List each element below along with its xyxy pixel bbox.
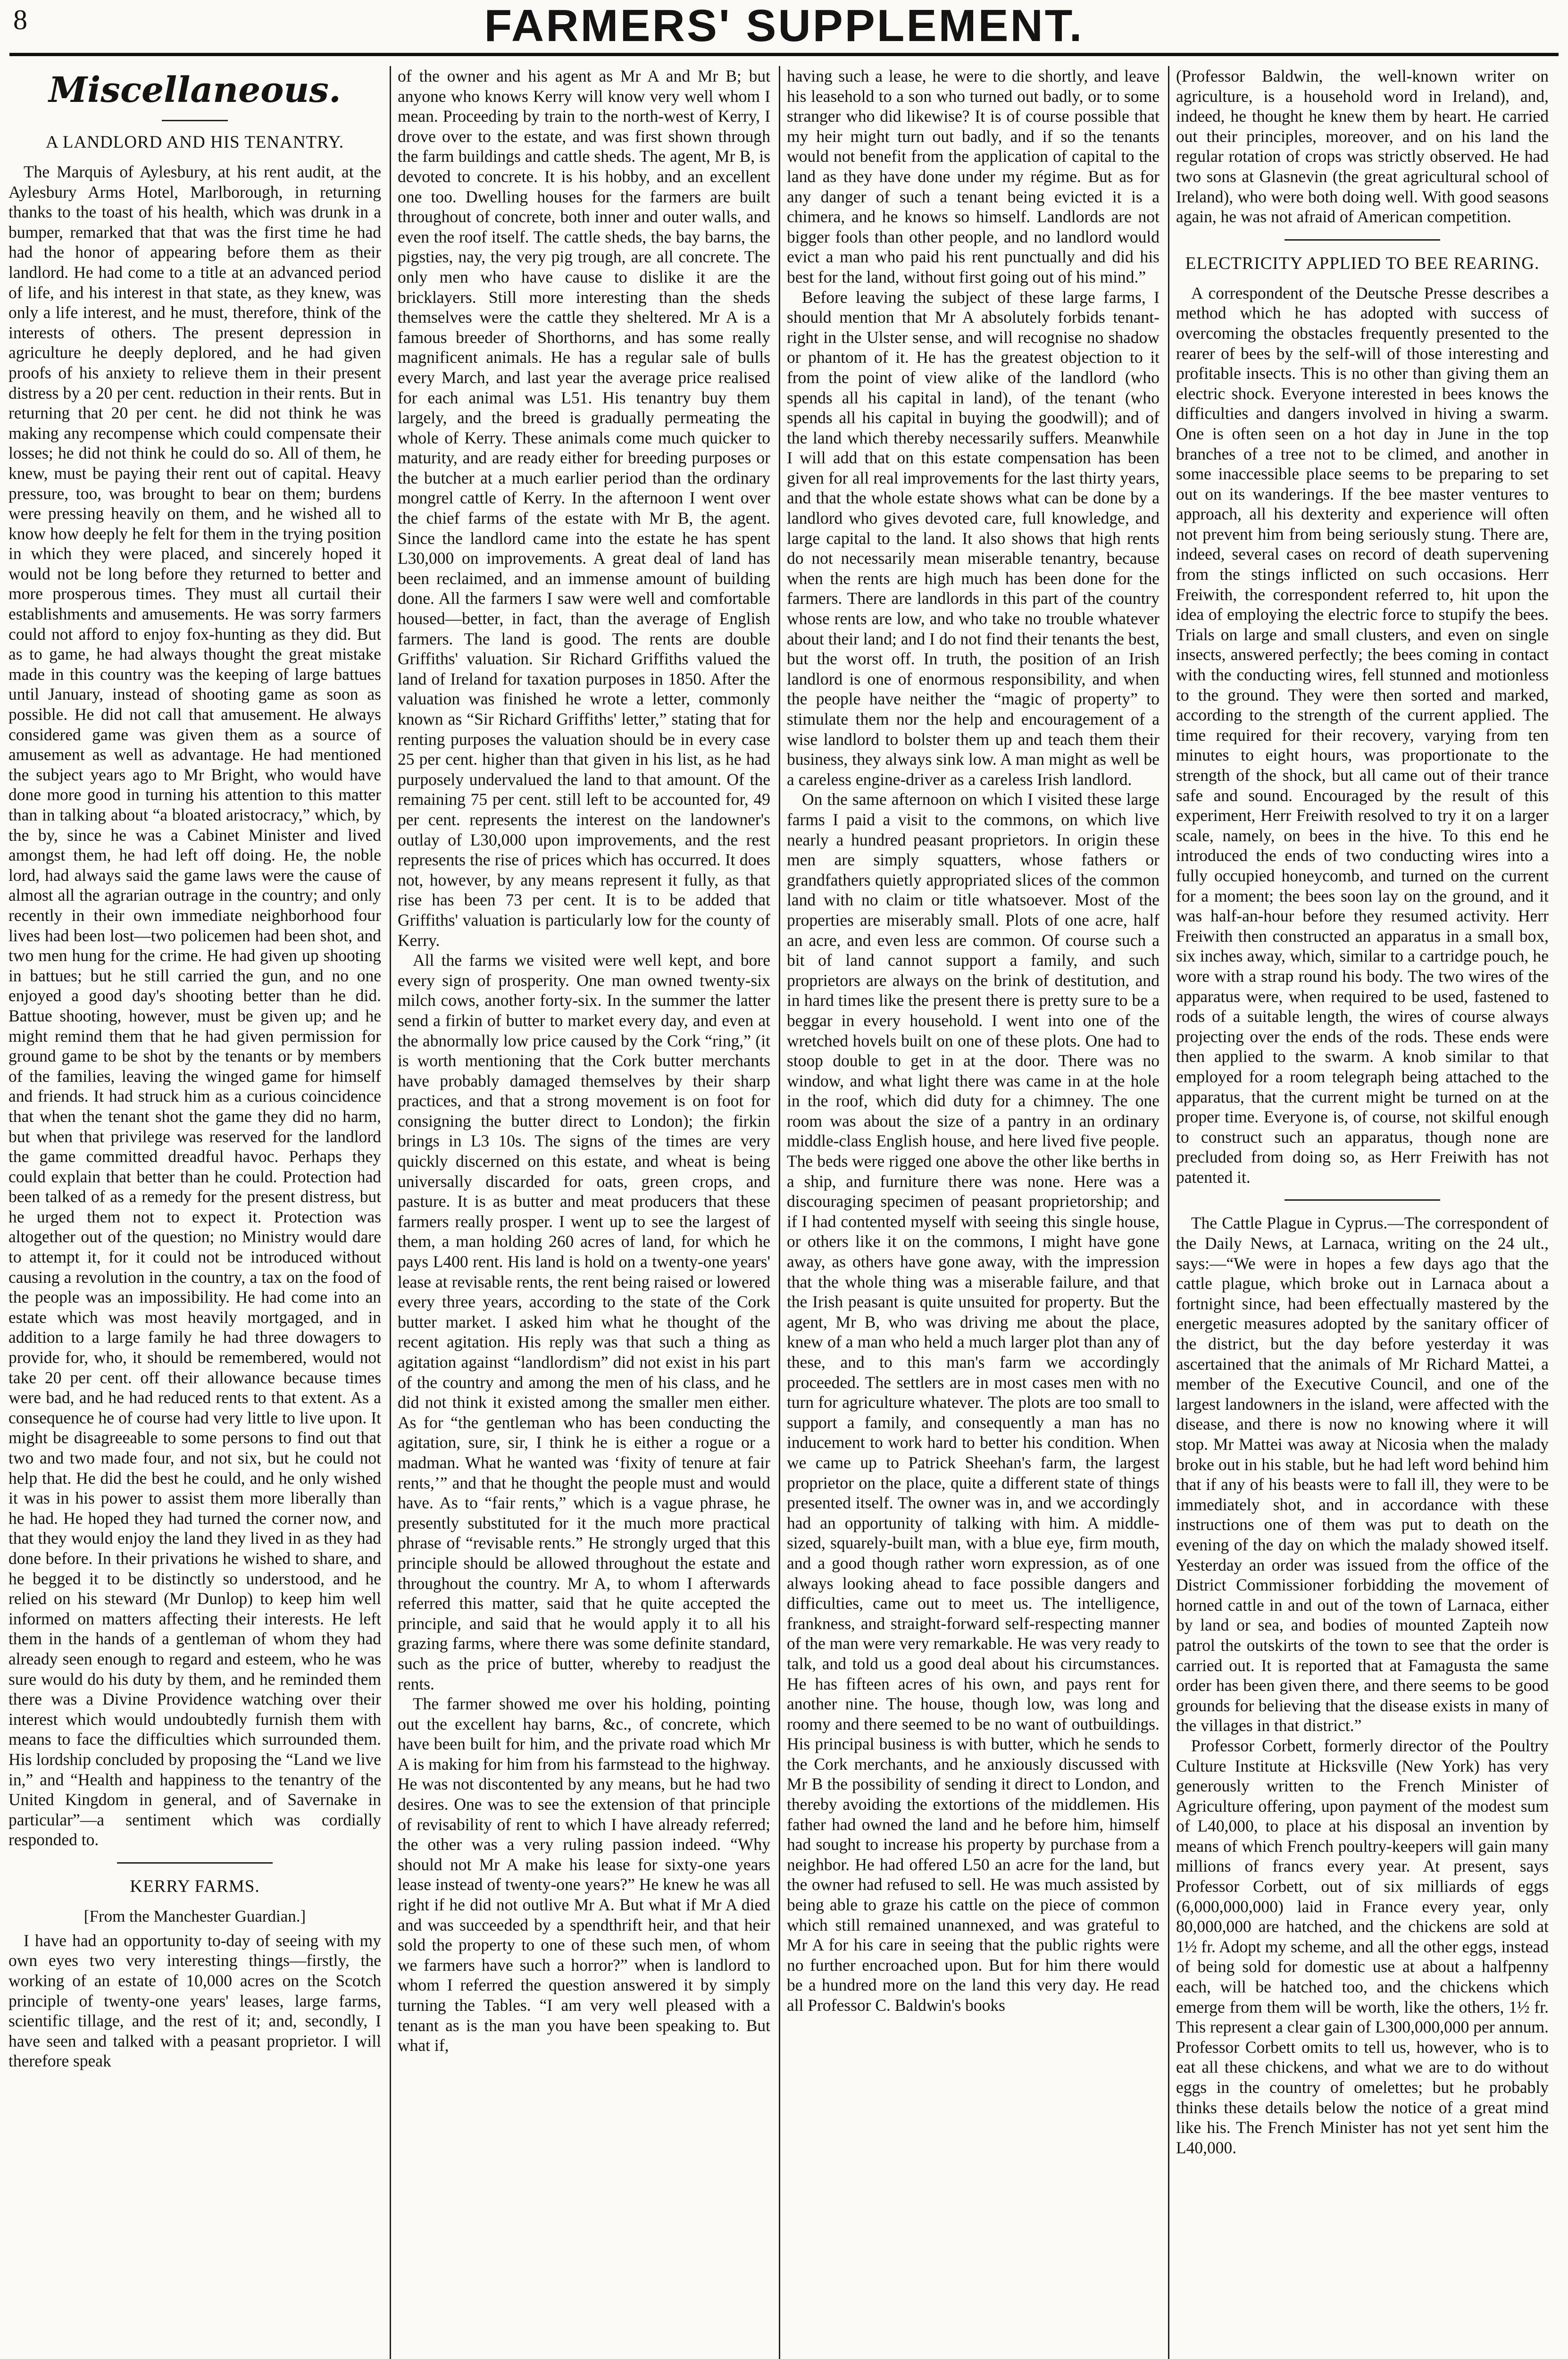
column-divider: [390, 66, 391, 2359]
masthead: [0, 0, 1568, 57]
paper-title: FARMERS' SUPPLEMENT.: [484, 0, 1084, 51]
article-paragraph: I have had an opportunity to-day of seeing with my own eyes two very interesting things—firstly, the working of an estate of 10,000 acres on the Scotch principle of twenty-one years' leases, large farms, scientific tillage, and the rest of it; and, secondly, I have seen and talked with a peasant proprietor. I will therefore speak: [8, 1931, 381, 2071]
article-paragraph: All the farms we visited were well kept, and bore every sign of prosperity. One man owned twenty-six milch cows, another forty-six. In the summer the latter send a firkin of butter to market every day, and even at the abnormally low price caused by the Cork “ring,” (it is worth mentioning that the Cork butter merchants have probably damaged themselves by their sharp practices, and that a strong movement is on foot for consigning the butter direct to London); the firkin brings in L3 10s. The signs of the times are very quickly discerned on this estate, and wheat is being universally discarded for oats, green crops, and pasture. It is as butter and meat producers that these farmers really prosper. I went up to see the largest of them, a man holding 260 acres of land, for which he pays L400 rent. His land is hold on a twenty-one years' lease at revisable rents, the rent being raised or lowered every three years, according to the state of the Cork butter market. I asked him what he thought of the recent agitation. His reply was that such a thing as agitation against “landlordism” did not exist in his part of the country and among the men of his class, and he did not think it existed among the smaller men either. As for “the gentleman who has been conducting the agitation, sure, sir, I think he is either a rogue or a madman. What he wanted was ‘fixity of tenure at fair rents,’” and that he thought the people must and would have. As to “fair rents,” which is a vague phrase, he presently substituted for it the much more practical phrase of “revisable rents.” He strongly urged that this principle should be allowed throughout the estate and throughout the country. Mr A, to whom I afterwards referred this matter, said that he quite accepted the principle, and said that he would apply it to all his grazing farms, where there was some definite standard, such as the price of butter, whereby to readjust the rents.: [398, 951, 770, 1693]
article-paragraph: The Marquis of Aylesbury, at his rent audit, at the Aylesbury Arms Hotel, Marlborough, in returning thanks to the toast of his health, which was drunk in a bumper, remarked that that was the first time he had had the honor of appearing before them as their landlord. He had come to a title at an advanced period of life, and his interest in that state, as they knew, was only a life interest, and he must, therefore, think of the interests of others. The present depression in agriculture he deeply deplored, and he had given proofs of his anxiety to relieve them in their present distress by a 20 per cent. reduction in their rents. But in returning that 20 per cent. he did not think he was making any recompense which could compensate their losses; he did not think he could do so. All of them, he knew, must be paying their rent out of capital. Heavy pressure, too, was brought to bear on them; burdens were pressing heavily on them, and he wished all to know how deeply he felt for them in the trying position in which they were placed, and sincerely hoped it would not be long before they returned to better and more prosperous times. They must all curtail their establishments and amusements. He was sorry farmers could not afford to enjoy fox-hunting as they did. But as to game, he had always thought the great mistake made in this country was the keeping of large battues until January, instead of shooting game as soon as possible. He did not call that amusement. He always considered game was given them as a source of amusement as well as advantage. He had mentioned the subject years ago to Mr Bright, who would have done more good in turning his attention to this matter than in talking about “a bloated aristocracy,” which, by the by, since he was a Cabinet Minister and lived amongst them, he had left off doing. He, the noble lord, had always said the game laws were the cause of almost all the agrarian outrage in the country; and only recently in their own immediate neighborhood four lives had been lost—two policemen had been shot, and two men hung for the crime. He had given up shooting in battues; but he still carried the gun, and no one enjoyed a good day's shooting better than he did. Battue shooting, however, must be given up; and he might remind them that he had given permission for ground game to be shot by the tenants or by members of the families, leaving the winged game for himself and friends. It had struck him as a curious coincidence that when the tenant shot the game they did no harm, but when that privilege was reserved for the landlord the game committed dreadful havoc. Perhaps they could explain that better than he could. Protection had been talked of as a remedy for the present distress, but he urged them not to expect it. Protection was altogether out of the question; no Ministry would dare to attempt it, for it could not be introduced without causing a revolution in the country, a tax on the food of the people was an impossibility. He had come into an estate which was most heavily mortgaged, and in addition to a large family he had three dowagers to provide for, who, it should be remembered, would not take 20 per cent. off their allowance because times were bad, and he had reduced rents to that extent. As a consequence he of course had very little to live upon. It might be disagreeable to some persons to find out that two and two made four, and not six, but he could not help that. He did the best he could, and he only wished it was in his power to assist them more liberally than he had. He hoped they had turned the corner now, and that they would enjoy the land they lived in as they had done before. In their privations he wished to share, and he begged it to be distinctly so understood, and he relied on his steward (Mr Dunlop) to keep him well informed on matters affecting their interests. He left them in the hands of a gentleman of whom they had already seen enough to regard and esteem, who he was sure would do his duty by them, and he reminded them there was a Divine Providence watching over their interest which would undoubtedly furnish them with means to face the difficulties which surrounded them. His lordship concluded by proposing the “Land we live in,” and “Health and happiness to the tenantry of the United Kingdom in general, and of Savernake in particular”—a sentiment which was cordially responded to.: [8, 162, 381, 1849]
article-separator: [1284, 239, 1440, 241]
article-paragraph: A correspondent of the Deutsche Presse describes a method which he has adopted with success of overcoming the obstacles frequently presented to the rearer of bees by the self-will of those interesting and profitable insects. This is no other than giving them an electric shock. Everyone interested in bees knows the difficulties and dangers involved in hiving a swarm. One is often seen on a hot day in June in the top branches of a tree not to be climed, and another in some inaccessible place seems to be preparing to set out on its wanderings. If the bee master ventures to approach, all his dexterity and experience will often not prevent him from being seriously stung. There are, indeed, several cases on record of death supervening from the stings inflicted on such occasions. Herr Freiwith, the correspondent referred to, hit upon the idea of employing the electric force to stupify the bees. Trials on large and small clusters, and even on single insects, answered perfectly; the bees coming in contact with the conducting wires, fell stunned and motionless to the ground. They were then sorted and marked, according to the strength of the current applied. The time required for their recovery, varying from ten minutes to eight hours, was proportionate to the strength of the shock, but all came out of their trance safe and sound. Encouraged by the result of this experiment, Herr Freiwith resolved to try it on a larger scale, namely, on bees in the hive. To this end he introduced the ends of two conducting wires into a fully occupied honeycomb, and turned on the current for a moment; the bees soon lay on the ground, and it was half-an-hour before they resumed activity. Herr Freiwith then constructed an apparatus in a small box, six inches away, which, similar to a cartridge pouch, he wore with a strap round his body. The two wires of the apparatus were, when required to be used, fastened to rods of a suitable length, the wires of course always projecting over the ends of the rods. These ends were then applied to the swarm. A knob similar to that employed for a room telegraph being attached to the apparatus, that the current might be turned on at the proper time. Everyone is, of course, not skilful enough to construct such an apparatus, though none are precluded from doing so, as Herr Freiwith has not patented it.: [1176, 283, 1549, 1187]
article-headline: A LANDLORD AND HIS TENANTRY.: [45, 133, 344, 152]
column-4: [1176, 66, 1549, 2359]
article-paragraph: (Professor Baldwin, the well-known writer on agriculture, is a household word in Ireland), and, indeed, he thought he knew them by heart. He carried out their principles, moreover, and on his land the regular rotation of crops was strictly observed. He had two sons at Glasnevin (the great agricultural school of Ireland), who were both doing well. With good seasons again, he was not afraid of American competition.: [1176, 67, 1549, 226]
column-divider: [1168, 66, 1169, 2359]
article-paragraph: The farmer showed me over his holding, pointing out the excellent hay barns, &c., of concrete, which have been built for him, and the private road which Mr A is making for him from his farmstead to the highway. He was not discontented by any means, but he had two desires. One was to see the extension of that principle of revisability of rent to which I have already referred; the other was a very ruling passion indeed. “Why should not Mr A make his lease for sixty-one years lease instead of twenty-one years?” He knew he was all right if he did not outlive Mr A. But what if Mr A died and was succeeded by a spendthrift heir, and that heir sold the property to one of these such men, of whom we farmers have such a horror?” when is landlord to whom I referred the question answered it by simply turning the Tables. “I am very well pleased with a tenant as is the man you have been speaking to. But what if,: [398, 1694, 770, 2055]
article-paragraph: of the owner and his agent as Mr A and Mr B; but anyone who knows Kerry will know very well whom I mean. Proceeding by train to the north-west of Kerry, I drove over to the estate, and was first shown through the farm buildings and cattle sheds. The agent, Mr B, is devoted to concrete. It is his hobby, and an excellent one too. Dwelling houses for the farmers are built throughout of concrete, both inner and outer walls, and even the roof itself. The cattle sheds, the bay barns, the pigsties, nay, the very pig trough, are all concrete. The only men who have cause to dislike it are the bricklayers. Still more interesting than the sheds themselves were the cattle they sheltered. Mr A is a famous breeder of Shorthorns, and has some really magnificent animals. He has a regular sale of bulls every March, and last year the average price realised for each animal was L51. His tenantry buy them largely, and the breed is gradually permeating the whole of Kerry. These animals come much quicker to maturity, and are ready either for breeding purposes or the butcher at a much earlier period than the ordinary mongrel cattle of Kerry. In the afternoon I went over the chief farms of the estate with Mr B, the agent. Since the landlord came into the estate he has spent L30,000 on improvements. A great deal of land has been reclaimed, and an immense amount of building done. All the farmers I saw were well and comfortable housed—better, in fact, than the average of English farmers. The land is good. The rents are double Griffiths' valuation. Sir Richard Griffiths valued the land of Ireland for taxation purposes in 1850. After the valuation was finished he wrote a letter, commonly known as “Sir Richard Griffiths' letter,” stating that for renting purposes the valuation should be in every case 25 per cent. higher than that given in his list, as he had purposely undervalued the land to that amount. Of the remaining 75 per cent. still left to be accounted for, 49 per cent. represents the interest on the landowner's outlay of L30,000 upon improvements, and the rest represents the rise of prices which has occurred. It does not, however, by any means represent it fully, as that rise has been 73 per cent. It is to be added that Griffiths' valuation is particularly low for the county of Kerry.: [398, 67, 770, 950]
article-paragraph: Professor Corbett, formerly director of the Poultry Culture Institute at Hicksville (New York) has very generously written to the French Minister of Agriculture offering, upon payment of the modest sum of L40,000, to place at his disposal an invention by means of which French poultry-keepers will gain many millions of francs every year. At present, says Professor Corbett, out of six milliards of eggs (6,000,000,000) laid in France every year, only 80,000,000 are hatched, and the chickens are sold at 1½ fr. Adopt my scheme, and all the other eggs, instead of being sold for domestic use at about a halfpenny each, will be hatched too, and the chickens which emerge from them will be worth, like the others, 1½ fr. This represent a clear gain of L300,000,000 per annum. Professor Corbett omits to tell us, however, who is to eat all these chickens, and what we are to do without eggs in the country of omelettes; but he probably thinks these details below the notice of a great mind like his. The French Minister has not yet sent him the L40,000.: [1176, 1736, 1549, 2157]
column-3: [787, 66, 1159, 2359]
article-paragraph: having such a lease, he were to die shortly, and leave his leasehold to a son who turned out badly, or to some stranger who did likewise? It is of course possible that my heir might turn out badly, and if so the tenants would not benefit from the application of capital to the land as they have done under my régime. But as for any danger of such a tenant being evicted it is a chimera, and he knows so himself. Landlords are not bigger fools than other people, and no landlord would evict a man who paid his rent punctually and did his best for the land, without first going out of his mind.”: [787, 67, 1159, 286]
article-separator: [117, 1862, 273, 1864]
article-paragraph: Before leaving the subject of these large farms, I should mention that Mr A absolutely forbids tenant-right in the Ulster sense, and will recognise no shadow or phantom of it. He has the greatest objection to it from the point of view alike of the landlord (who spends all his capital in land), of the tenant (who spends all his capital in buying the goodwill); and of the land which thereby necessarily suffers. Meanwhile I will add that on this estate compensation has been given for all real improvements for the last thirty years, and that the whole estate shows what can be done by a landlord who gives devoted care, full knowledge, and large capital to the land. It also shows that high rents do not necessarily mean miserable tenantry, because when the rents are high much has been done for the farmers. There are landlords in this part of the country whose rents are low, and who take no trouble whatever about their land; and I do not find their tenants the best, but the worst off. In truth, the position of an Irish landlord is one of enormous responsibility, and when the people have neither the “magic of property” to stimulate them nor the help and encouragement of a wise landlord to bolster them up and teach them their business, they always sink low. A man might as well be a careless engine-driver as a careless Irish landlord.: [787, 287, 1159, 789]
column-divider: [779, 66, 780, 2359]
article-headline: KERRY FARMS.: [130, 1876, 260, 1896]
article-source: [From the Manchester Guardian.]: [83, 1907, 306, 1925]
column-2: [398, 66, 770, 2359]
page-number: 8: [13, 4, 27, 35]
header-rule: [9, 53, 1559, 56]
article-paragraph: The Cattle Plague in Cyprus.—The correspondent of the Daily News, at Larnaca, writing on the 24 ult., says:—“We were in hopes a few days ago that the cattle plague, which broke out in Larnaca about a fortnight since, had been effectually mastered by the energetic measures adopted by the sanitary officer of the district, but the day before yesterday it was ascertained that the animals of Mr Richard Mattei, a member of the Executive Council, and one of the largest landowners in the island, were affected with the disease, and there is now no knowing where it will stop. Mr Mattei was away at Nicosia when the malady broke out in his stable, but he had left word behind him that if any of his beasts were to fall ill, they were to be immediately shot, and in accordance with these instructions one of them was put to death on the evening of the day on which the malady showed itself. Yesterday an order was issued from the office of the District Commissioner forbidding the movement of horned cattle in and out of the town of Larnaca, either by land or sea, and bodies of mounted Zapteih now patrol the outskirts of the town to see that the order is carried out. It is reported that at Famagusta the same order has been given there, and there seems to be good grounds for believing that the disease exists in many of the villages in that district.”: [1176, 1213, 1549, 1735]
article-paragraph: On the same afternoon on which I visited these large farms I paid a visit to the commons, on which live nearly a hundred peasant proprietors. In origin these men are simply squatters, whose fathers or grandfathers quietly appropriated slices of the common land with no claim or title whatsoever. Most of the properties are miserably small. Plots of one acre, half an acre, and even less are common. Of course such a bit of land cannot support a family, and such proprietors are always on the brink of destitution, and in hard times like the present there is pretty sure to be a beggar in every household. I went into one of the wretched hovels built on one of these plots. One had to stoop double to get in at the door. There was no window, and what light there was came in at the hole in the roof, which did duty for a chimney. The one room was about the size of a pantry in an ordinary middle-class English house, and here lived five people. The beds were rigged one above the other like berths in a ship, and furniture there was none. Here was a discouraging specimen of peasant proprietorship; and if I had contented myself with seeing this single house, or others like it on the commons, I might have gone away, as others have gone away, with the impression that the whole thing was a miserable failure, and that the Irish peasant is quite unsuited for property. But the agent, Mr B, who was driving me about the place, knew of a man who held a much larger plot than any of these, and to this man's farm we accordingly proceeded. The settlers are in most cases men with no turn for agriculture whatever. The plots are too small to support a family, and consequently a man has no inducement to work hard to better his condition. When we came up to Patrick Sheehan's farm, the largest proprietor on the place, quite a different state of things presented itself. The owner was in, and we accordingly had an opportunity of talking with him. A middle-sized, squarely-built man, with a blue eye, firm mouth, and a good though rather worn expression, as of one always looking ahead to face possible dangers and difficulties, came out to meet us. The intelligence, frankness, and straight-forward self-respecting manner of the man were very remarkable. He was very ready to talk, and told us a good deal about his circumstances. He has fifteen acres of his own, and pays rent for another nine. The house, though low, was long and roomy and there seemed to be no want of outbuildings. His principal business is with butter, which he sends to the Cork merchants, and he anxiously discussed with Mr B the possibility of sending it direct to London, and thereby avoiding the extortions of the middlemen. His father had owned the land and he before him, himself had sought to increase his property by purchase from a neighbor. He had offered L50 an acre for the land, but the owner had refused to sell. He was much assisted by being able to graze his cattle on the piece of common which still remained unannexed, and was grateful to Mr A for his care in seeing that the public rights were no further encroached upon. But for him there would be a hundred more on the land this very day. He read all Professor C. Baldwin's books: [787, 790, 1159, 2015]
section-heading: Miscellaneous.: [49, 70, 341, 110]
column-1: [8, 66, 381, 2359]
section-rule: [162, 120, 228, 121]
article-headline: ELECTRICITY APPLIED TO BEE REARING.: [1185, 253, 1540, 273]
article-separator: [1284, 1199, 1440, 1201]
